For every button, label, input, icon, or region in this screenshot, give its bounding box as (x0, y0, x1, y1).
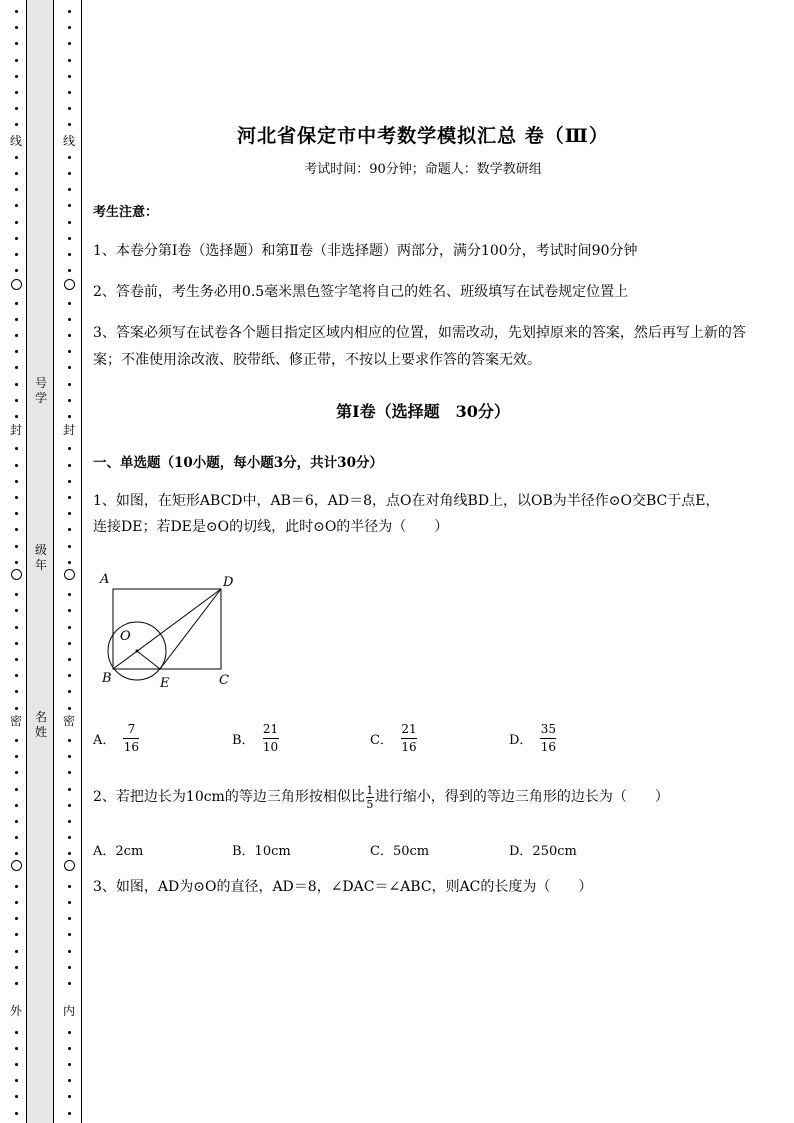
binding-dot (68, 593, 71, 596)
label-a: A (100, 572, 110, 587)
label-b: B (102, 671, 112, 686)
binding-dot (15, 593, 18, 596)
binding-dot (68, 399, 71, 402)
fraction-bar (123, 738, 139, 739)
question-1-line-2: 连接DE；若DE是⊙O的切线，此时⊙O的半径为（ ） (93, 519, 449, 535)
binding-dot (68, 982, 71, 985)
binding-dot (68, 10, 71, 13)
notice-item-1: 1、本卷分第Ⅰ卷（选择题）和第Ⅱ卷（非选择题）两部分，满分100分，考试时间90分钟 (93, 243, 638, 259)
binding-dot (68, 188, 71, 191)
binding-dot (15, 933, 18, 936)
binding-dot (68, 269, 71, 272)
label-c: C (219, 673, 229, 688)
binding-dot (15, 221, 18, 224)
binding-dot (68, 221, 71, 224)
binding-dot (68, 1063, 71, 1066)
binding-dot (15, 42, 18, 45)
binding-dot (68, 172, 71, 175)
binding-dot (68, 626, 71, 629)
numerator: 7 (127, 722, 136, 736)
binding-dot (68, 107, 71, 110)
binding-dot (68, 852, 71, 855)
binding-dot (68, 496, 71, 499)
numerator: 35 (540, 722, 557, 736)
outer-mark-3: 密 (9, 714, 22, 728)
grade-label: 级年 (34, 543, 47, 572)
inner-mark-3: 密 (62, 714, 75, 728)
option-fraction (123, 722, 139, 755)
binding-dot (15, 626, 18, 629)
radius-oe (137, 651, 160, 669)
option-letter: C． (370, 733, 393, 748)
binding-dot (15, 690, 18, 693)
option-fraction (540, 722, 556, 755)
denominator: 10 (262, 740, 279, 754)
binding-dot (68, 1095, 71, 1098)
binding-dot (68, 91, 71, 94)
notice-item-2: 2、答卷前，考生务必用0.5毫米黑色签字笔将自己的姓名、班级填写在试卷规定位置上 (93, 284, 629, 300)
binding-dot (15, 755, 18, 758)
binding-dot (15, 1112, 18, 1115)
label-d: D (223, 575, 234, 590)
binding-dot (68, 820, 71, 823)
denominator: 5 (366, 797, 374, 811)
question-1-figure (93, 570, 253, 694)
outer-mark-4: 外 (9, 1004, 22, 1018)
binding-dot (68, 1079, 71, 1082)
binding-dot (15, 1031, 18, 1034)
binding-dot (68, 26, 71, 29)
binding-dot (68, 123, 71, 126)
question-1-option-d[interactable] (509, 722, 556, 755)
binding-dot (68, 561, 71, 564)
binding-dot (15, 302, 18, 305)
binding-dot (15, 415, 18, 418)
binding-dot (68, 350, 71, 353)
binding-dot (15, 188, 18, 191)
binding-dot (15, 447, 18, 450)
denominator: 16 (540, 740, 557, 754)
binding-dot (68, 804, 71, 807)
question-2-text (93, 784, 753, 811)
binding-dot (15, 172, 18, 175)
name-label: 名姓 (34, 710, 47, 739)
binding-dot (15, 545, 18, 548)
binding-dot (68, 690, 71, 693)
notice-item-3: 3、答案必须写在试卷各个题目指定区域内相应的位置，如需改动，先划掉原来的答案，然后再写上新的答案；不准使用涂改液、胶带纸、修正带，不按以上要求作答的答案无效。 (93, 325, 746, 368)
binding-dot (15, 804, 18, 807)
binding-dot (15, 788, 18, 791)
binding-dot (15, 739, 18, 742)
binding-dot (68, 885, 71, 888)
binding-dot (15, 1047, 18, 1050)
question-1-option-c[interactable] (370, 722, 417, 755)
binding-dot (15, 901, 18, 904)
binding-dot (15, 480, 18, 483)
fraction-bar (401, 738, 417, 739)
binding-dot (68, 156, 71, 159)
binding-dot (15, 609, 18, 612)
binding-dot (68, 642, 71, 645)
exam-info: 考试时间：90分钟；命题人：数学教研组 (304, 162, 542, 177)
binding-dot (68, 480, 71, 483)
binding-dot (15, 771, 18, 774)
binding-dot (68, 917, 71, 920)
page-title: 河北省保定市中考数学模拟汇总 卷（Ⅲ） (237, 125, 609, 147)
binding-dot (68, 707, 71, 710)
binding-dot (15, 399, 18, 402)
question-2-option-c[interactable]: C．50cm (370, 844, 430, 859)
binding-dot (15, 1079, 18, 1082)
inner-mark-4: 内 (62, 1004, 75, 1018)
binding-dot (68, 1047, 71, 1050)
fraction-bar (540, 738, 556, 739)
inner-mark-2: 封 (62, 423, 75, 437)
binding-dot (68, 415, 71, 418)
inner-circle-mark (64, 279, 75, 290)
outer-circle-mark (11, 279, 22, 290)
binding-dot (15, 496, 18, 499)
question-1-option-a[interactable] (93, 722, 139, 755)
inner-circle-mark (64, 860, 75, 871)
binding-dot (68, 334, 71, 337)
binding-dot (68, 771, 71, 774)
question-2-text-after: 进行缩小，得到的等边三角形的边长为（ ） (374, 789, 669, 805)
center-point-o (136, 650, 139, 653)
denominator: 16 (401, 740, 417, 754)
binding-dot (15, 59, 18, 62)
section-subtitle: 一、单选题（10小题，每小题3分，共计30分） (93, 455, 383, 471)
binding-dot (68, 788, 71, 791)
question-3-text: 3、如图，AD为⊙O的直径，AD＝8，∠DAC＝∠ABC，则AC的长度为（ ） (93, 879, 593, 895)
binding-margin (0, 0, 82, 1123)
section-title: 第Ⅰ卷（选择题 30分） (336, 402, 510, 421)
question-2-option-b[interactable]: B．10cm (232, 844, 291, 859)
binding-dot (15, 383, 18, 386)
question-2-option-a[interactable]: A．2cm (93, 844, 144, 859)
binding-dot (15, 318, 18, 321)
binding-dot (15, 658, 18, 661)
question-2-text-before: 2、若把边长为10cm的等边三角形按相似比 (93, 789, 365, 805)
outer-circle-mark (11, 860, 22, 871)
numerator: 21 (262, 722, 279, 736)
option-fraction (401, 722, 417, 755)
binding-dot (68, 318, 71, 321)
binding-dot (68, 658, 71, 661)
outer-circle-mark (11, 569, 22, 580)
option-letter: D． (509, 733, 533, 748)
binding-dot (15, 512, 18, 515)
binding-dot (68, 1031, 71, 1034)
binding-dot (15, 156, 18, 159)
binding-dot (15, 10, 18, 13)
binding-dot (68, 366, 71, 369)
binding-dot (15, 334, 18, 337)
binding-dot (68, 383, 71, 386)
label-e: E (160, 676, 170, 691)
binding-dot (68, 204, 71, 207)
binding-dot (68, 42, 71, 45)
fraction-bar (263, 738, 279, 739)
label-o: O (120, 629, 131, 644)
binding-border-line (81, 0, 82, 1123)
question-1-option-b[interactable] (232, 722, 279, 755)
binding-dot (68, 545, 71, 548)
binding-dot (68, 674, 71, 677)
binding-dot (68, 933, 71, 936)
binding-dot (68, 966, 71, 969)
outer-mark-2: 封 (9, 423, 22, 437)
option-letter: A． (93, 733, 116, 748)
binding-dot (15, 204, 18, 207)
binding-dot (15, 674, 18, 677)
student-id-label: 号学 (34, 376, 47, 405)
binding-dot (15, 707, 18, 710)
binding-dot (15, 107, 18, 110)
binding-dot (68, 1112, 71, 1115)
binding-dot (68, 464, 71, 467)
binding-dot (15, 561, 18, 564)
binding-dot (68, 836, 71, 839)
binding-dot (68, 755, 71, 758)
binding-dot (15, 350, 18, 353)
binding-dot (68, 901, 71, 904)
binding-dot (15, 26, 18, 29)
binding-dot (15, 852, 18, 855)
binding-dot (15, 91, 18, 94)
question-1-line-1: 1、如图，在矩形ABCD中，AB＝6，AD＝8，点O在对角线BD上，以OB为半径作⊙O交BC于点E， (93, 493, 720, 509)
binding-dot (68, 75, 71, 78)
binding-dot (15, 253, 18, 256)
binding-dot (15, 820, 18, 823)
binding-dot (15, 1063, 18, 1066)
numerator: 1 (366, 783, 374, 797)
binding-dot (15, 123, 18, 126)
binding-dot (15, 269, 18, 272)
option-fraction (263, 722, 279, 755)
binding-dot (68, 447, 71, 450)
denominator: 16 (123, 740, 140, 754)
binding-dot (15, 966, 18, 969)
binding-dot (15, 237, 18, 240)
ratio-fraction (366, 785, 374, 810)
outer-mark-1: 线 (9, 134, 22, 148)
binding-dot (15, 982, 18, 985)
binding-dot (68, 739, 71, 742)
binding-dot (68, 528, 71, 531)
inner-circle-mark (64, 569, 75, 580)
binding-dot (68, 59, 71, 62)
question-2-option-d[interactable]: D．250cm (509, 844, 577, 859)
binding-dot (15, 917, 18, 920)
inner-mark-1: 线 (62, 134, 75, 148)
binding-dot (68, 253, 71, 256)
segment-de (160, 589, 221, 669)
binding-dot (15, 950, 18, 953)
binding-dot (15, 885, 18, 888)
binding-dot (15, 75, 18, 78)
binding-dot (15, 464, 18, 467)
binding-dot (68, 302, 71, 305)
numerator: 21 (401, 722, 417, 736)
binding-dot (15, 642, 18, 645)
option-letter: B． (232, 733, 255, 748)
binding-dot (68, 950, 71, 953)
binding-dot (68, 237, 71, 240)
binding-dot (68, 512, 71, 515)
binding-dot (15, 1095, 18, 1098)
binding-dot (68, 609, 71, 612)
binding-dot (15, 528, 18, 531)
notice-heading: 考生注意： (93, 205, 159, 220)
binding-dot (15, 836, 18, 839)
binding-dot (15, 366, 18, 369)
